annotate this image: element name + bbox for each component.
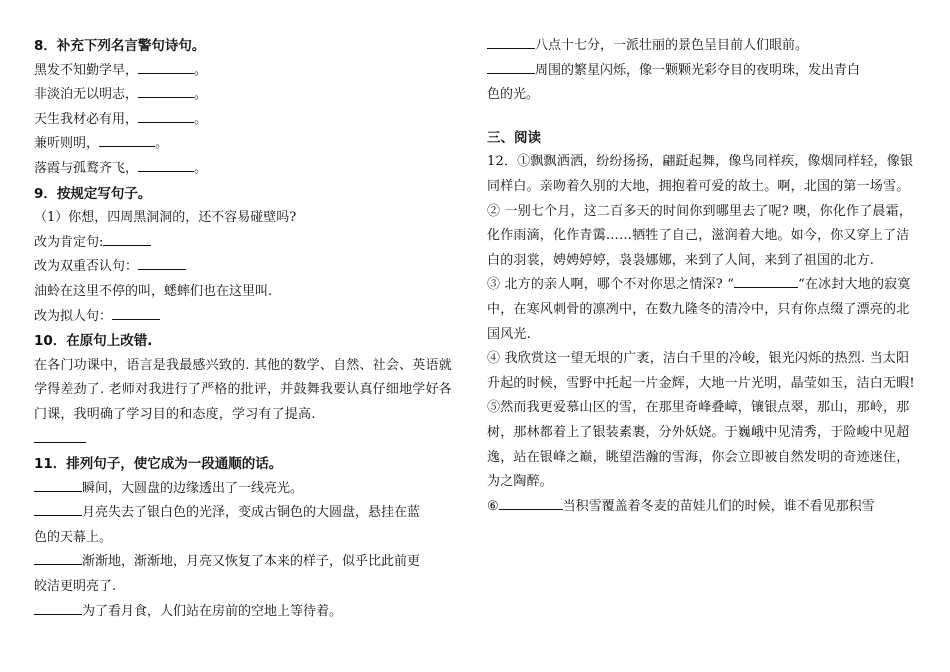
question-11-title: 11．排列句子，使它成为一段通顺的话。 [34, 456, 283, 473]
answer-blank[interactable] [487, 36, 535, 49]
right-column [487, 34, 919, 519]
q8-line-5: 落霞与孤鹜齐飞， 。 [34, 160, 208, 176]
reading-paragraph-6: ⑥ 当积雪覆盖着冬麦的苗娃儿们的时候，谁不看见那积雪 [487, 498, 875, 514]
answer-blank[interactable] [138, 257, 186, 270]
answer-blank[interactable] [103, 233, 151, 246]
reading-paragraph-4: ④ 我欣赏这一望无垠的广袤，洁白千里的冷峻，银光闪烁的热烈. 当太阳升起的时候，雪野中托起一片金辉，大地一片光明，晶莹如玉，洁白无暇! [487, 351, 915, 391]
q11-sentence-3: 渐渐地，渐渐地，月亮又恢复了本来的样子，似乎比此前更 [34, 550, 464, 575]
reading-paragraph-1: 12．①飘飘洒洒，纷纷扬扬，翩跹起舞，像鸟同样疾，像烟同样轻，像银同样白。亲吻着久别的大地，拥抱着可爱的故土。啊，北国的第一场雪。 [487, 154, 914, 194]
q8-line-4: 兼听则明， 。 [34, 136, 169, 152]
q10-paragraph: 在各门功课中，语言是我最感兴致的. 其他的数学、自然、社会、英语就学得差劲了. 老师对我进行了严格的批评，并鼓舞我要认真仔细地学好各门课，我明确了学习目的和态度，学习有了提高. [34, 357, 452, 422]
answer-blank[interactable] [138, 85, 194, 98]
q11-sentence-1: 瞬间，大圆盘的边缘透出了一线亮光。 [34, 477, 464, 502]
answer-blank[interactable] [499, 497, 563, 510]
answer-blank[interactable] [34, 602, 82, 615]
q8-line-2: 非淡泊无以明志， 。 [34, 87, 208, 103]
q9-change-double-negative: 改为双重否认句： [34, 255, 464, 280]
answer-blank[interactable] [99, 134, 155, 147]
q11-sentence-3-cont: 皎洁更明亮了. [34, 579, 117, 595]
reading-paragraph-5: ⑤然而我更爱慕山区的雪，在那里奇峰叠嶂，镶银点翠，那山，那岭，那树，那林都着上了银装素裹，分外妖娆。于巍峨中见清秀，于险峻中见超逸，站在银峰之巅，眺望浩瀚的雪海，你会立即被自然发明的奇迹迷住，为之陶醉。 [487, 400, 910, 490]
q11-sentence-5: 八点十七分，一派壮丽的景色呈目前人们眼前。 [487, 34, 919, 59]
reading-paragraph-2: ② 一别七个月，这二百多天的时间你到哪里去了呢? 噢，你化作了晨霜，化作雨滴，化作青霭……牺牲了自己，滋润着大地。如今，你又穿上了洁白的羽裳，娉娉婷婷，袅袅娜娜，来到了人间，来到了祖国的北方. [487, 203, 913, 268]
answer-blank[interactable] [34, 503, 82, 516]
q11-sentence-2: 月亮失去了银白色的光泽，变成古铜色的大圆盘，悬挂在蓝 [34, 501, 464, 526]
answer-blank[interactable] [487, 61, 535, 74]
q9-change-affirmative: 改为肯定句: [34, 231, 464, 256]
answer-blank[interactable] [34, 552, 82, 565]
q8-line-1: 黑发不知勤学早， 。 [34, 62, 208, 78]
section-reading-title: 三、阅读 [487, 129, 541, 146]
q11-sentence-6: 周围的繁星闪烁，像一颗颗光彩夺目的夜明珠，发出青白 [487, 59, 919, 84]
answer-blank[interactable] [138, 61, 194, 74]
left-column [34, 34, 464, 624]
answer-blank[interactable] [138, 110, 194, 123]
answer-blank[interactable] [34, 479, 82, 492]
answer-blank[interactable] [734, 275, 798, 288]
answer-blank[interactable] [138, 159, 194, 172]
q10-answer-blank[interactable] [34, 428, 464, 453]
reading-paragraph-3: ③ 北方的亲人啊，哪个不对你思之情深? “ “在冰封大地的寂寞中，在寒风刺骨的凛冽中，在数九隆冬的清冷中，只有你点缀了漂亮的北国风光. [487, 277, 911, 342]
q11-sentence-6-cont: 色的光。 [487, 87, 540, 103]
q8-line-3: 天生我材必有用， 。 [34, 111, 208, 127]
q9-sentence-1: （1）你想，四周黑洞洞的，还不容易碰壁吗? [34, 210, 297, 226]
q9-sentence-2: 油蛉在这里不停的叫，蟋蟀们也在这里叫. [34, 283, 273, 299]
question-10-title: 10．在原句上改错. [34, 333, 153, 350]
question-9-title: 9．按规定写句子。 [34, 185, 152, 202]
question-8-title: 8．补充下列名言警句诗句。 [34, 38, 206, 54]
q11-sentence-2-cont: 色的天幕上。 [34, 529, 113, 545]
q11-sentence-4: 为了看月食，人们站在房前的空地上等待着。 [34, 600, 464, 625]
answer-blank[interactable] [112, 307, 160, 320]
q9-change-personification: 改为拟人句： [34, 305, 464, 330]
